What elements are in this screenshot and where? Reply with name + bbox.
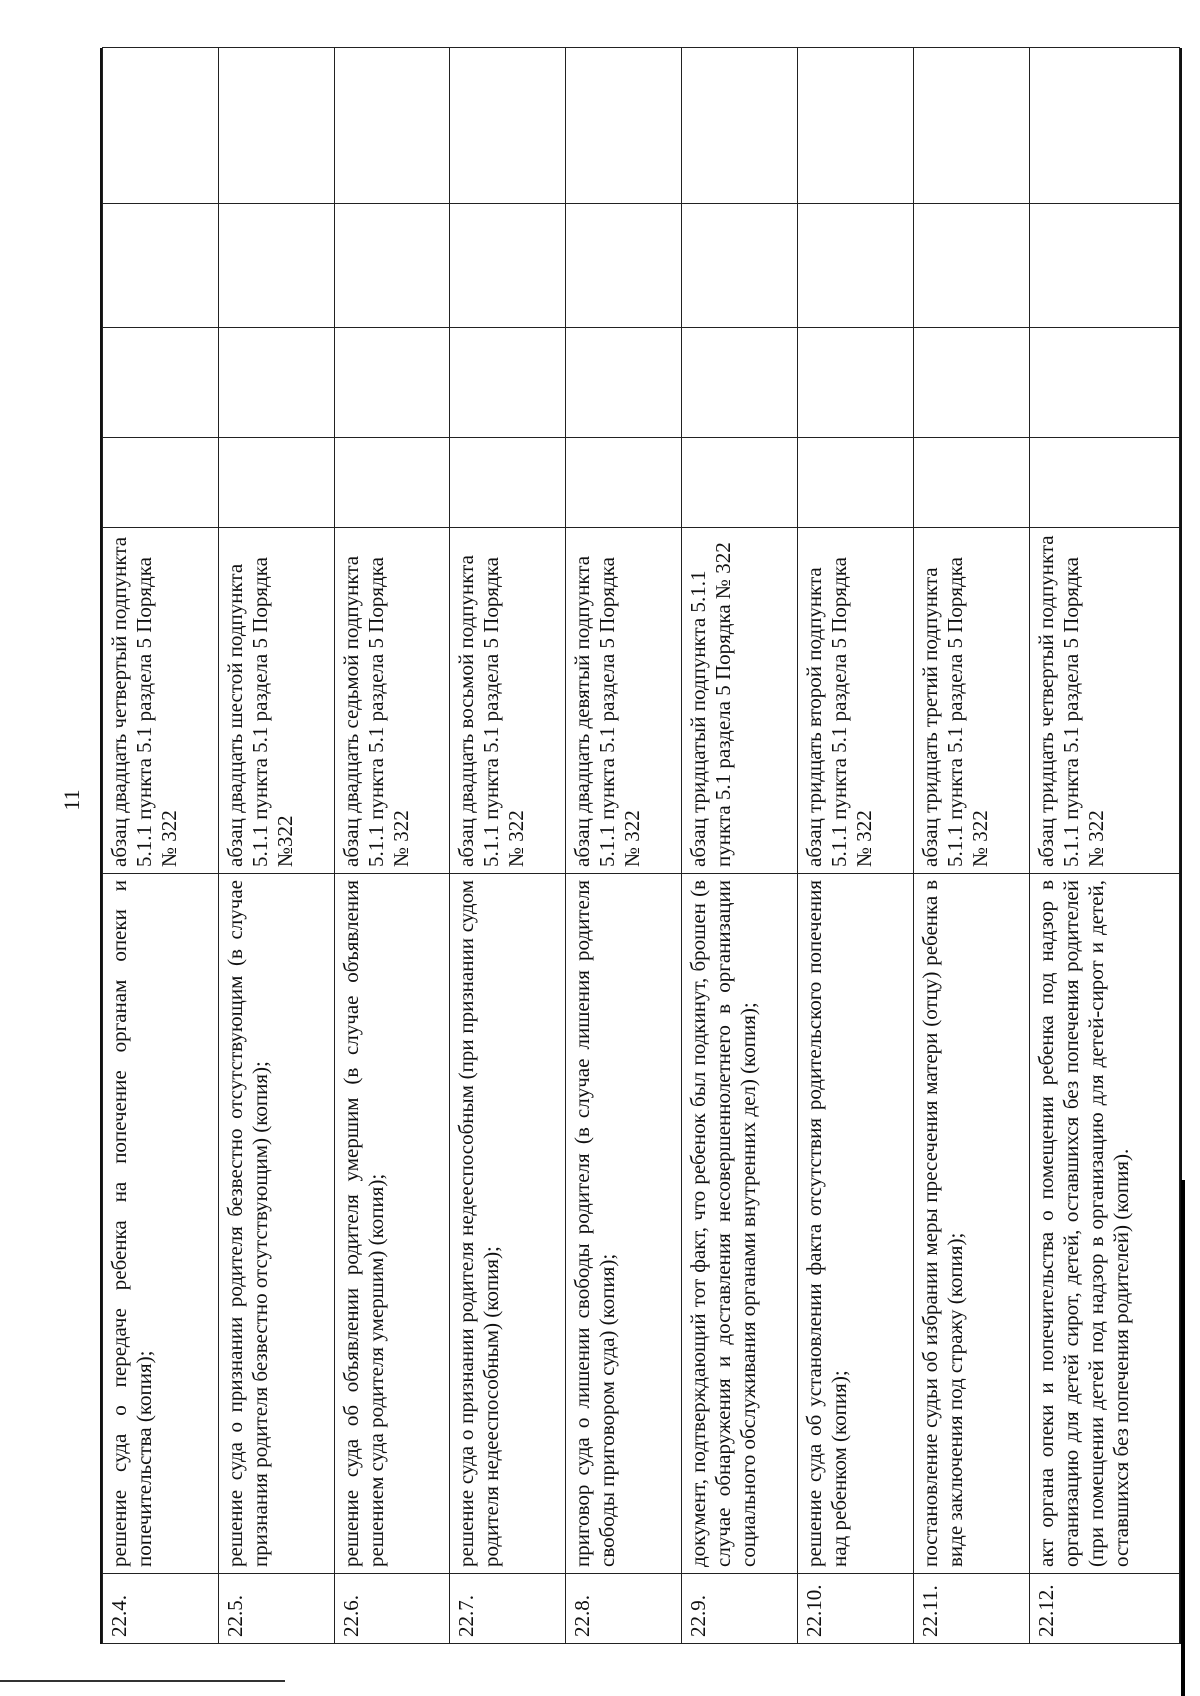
empty-cell <box>566 438 682 528</box>
empty-cell <box>1029 328 1179 438</box>
table-row <box>450 48 566 1644</box>
regulation-reference: абзац двадцать седьмой подпункта 5.1.1 пункта 5.1 раздела 5 Порядка № 322 <box>334 528 450 874</box>
document-description: постановление судьи об избрании меры пресечения матери (отцу) ребенка в виде заключения под стражу (копия); <box>913 874 1029 1574</box>
regulation-reference: абзац тридцать третий подпункта 5.1.1 пункта 5.1 раздела 5 Порядка № 322 <box>913 528 1029 874</box>
rotated-table-sheet <box>100 48 1182 1644</box>
regulation-reference: абзац тридцать четвертый подпункта 5.1.1 пункта 5.1 раздела 5 Порядка № 322 <box>1029 528 1179 874</box>
empty-cell <box>913 204 1029 328</box>
table-rotation-wrapper <box>102 48 1180 1644</box>
table-row <box>1029 48 1179 1644</box>
row-number: 22.12. <box>1029 1574 1179 1644</box>
table-row <box>334 48 450 1644</box>
regulation-reference: абзац тридцать второй подпункта 5.1.1 пункта 5.1 раздела 5 Порядка № 322 <box>797 528 913 874</box>
empty-cell <box>334 328 450 438</box>
page-number: 11 <box>59 789 84 811</box>
empty-cell <box>1029 204 1179 328</box>
document-description: решение суда об объявлении родителя умершим (в случае объявления решением суда родителя умершим) (копия); <box>334 874 450 1574</box>
document-description: акт органа опеки и попечительства о помещении ребенка под надзор в организацию для детей сирот, детей, оставшихся без попечения родителей (при помещении детей под надзор в организацию для детей-сирот и детей, оставшихся без попечения родителей) (копия). <box>1029 874 1179 1574</box>
empty-cell <box>1029 438 1179 528</box>
row-number: 22.11. <box>913 1574 1029 1644</box>
table-row <box>566 48 682 1644</box>
empty-cell <box>218 48 334 204</box>
empty-cell <box>103 48 219 204</box>
table-row <box>682 48 798 1644</box>
empty-cell <box>334 438 450 528</box>
table-row <box>218 48 334 1644</box>
empty-cell <box>103 328 219 438</box>
empty-cell <box>797 48 913 204</box>
empty-cell <box>913 438 1029 528</box>
empty-cell <box>682 328 798 438</box>
row-number: 22.6. <box>334 1574 450 1644</box>
document-description: решение суда о передаче ребенка на попечение органам опеки и попечительства (копия); <box>103 874 219 1574</box>
row-number: 22.10. <box>797 1574 913 1644</box>
empty-cell <box>797 438 913 528</box>
empty-cell <box>566 328 682 438</box>
table-row <box>797 48 913 1644</box>
empty-cell <box>682 48 798 204</box>
table-row <box>103 48 219 1644</box>
empty-cell <box>450 48 566 204</box>
document-description: решение суда о признании родителя безвестно отсутствующим (в случае признания родителя безвестно отсутствующим) (копия); <box>218 874 334 1574</box>
document-description: решение суда о признании родителя недееспособным (при признании судом родителя недееспособным) (копия); <box>450 874 566 1574</box>
empty-cell <box>218 204 334 328</box>
empty-cell <box>913 328 1029 438</box>
regulation-reference: абзац двадцать шестой подпункта 5.1.1 пункта 5.1 раздела 5 Порядка №322 <box>218 528 334 874</box>
document-description: решение суда об установлении факта отсутствия родительского попечения над ребенком (копия); <box>797 874 913 1574</box>
row-number: 22.7. <box>450 1574 566 1644</box>
regulation-reference: абзац двадцать четвертый подпункта 5.1.1 пункта 5.1 раздела 5 Порядка № 322 <box>103 528 219 874</box>
regulation-reference: абзац двадцать восьмой подпункта 5.1.1 пункта 5.1 раздела 5 Порядка № 322 <box>450 528 566 874</box>
row-number: 22.8. <box>566 1574 682 1644</box>
empty-cell <box>103 204 219 328</box>
regulation-reference: абзац тридцатый подпункта 5.1.1 пункта 5.1 раздела 5 Порядка № 322 <box>682 528 798 874</box>
empty-cell <box>218 438 334 528</box>
empty-cell <box>103 438 219 528</box>
empty-cell <box>450 328 566 438</box>
row-number: 22.5. <box>218 1574 334 1644</box>
empty-cell <box>797 328 913 438</box>
empty-cell <box>566 204 682 328</box>
row-number: 22.4. <box>103 1574 219 1644</box>
empty-cell <box>334 204 450 328</box>
empty-cell <box>913 48 1029 204</box>
right-margin-rule <box>1181 1180 1185 1696</box>
document-description: документ, подтверждающий тот факт, что ребенок был подкинут, брошен (в случае обнаружения и доставления несовершеннолетнего в организации социального обслуживания органами внутренних дел) (копия); <box>682 874 798 1574</box>
empty-cell <box>218 328 334 438</box>
empty-cell <box>682 438 798 528</box>
bottom-margin-rule <box>0 1680 285 1682</box>
empty-cell <box>566 48 682 204</box>
empty-cell <box>682 204 798 328</box>
empty-cell <box>1029 48 1179 204</box>
empty-cell <box>797 204 913 328</box>
documents-table <box>102 47 1180 1644</box>
row-number: 22.9. <box>682 1574 798 1644</box>
empty-cell <box>450 438 566 528</box>
empty-cell <box>450 204 566 328</box>
regulation-reference: абзац двадцать девятый подпункта 5.1.1 пункта 5.1 раздела 5 Порядка № 322 <box>566 528 682 874</box>
table-row <box>913 48 1029 1644</box>
document-description: приговор суда о лишении свободы родителя (в случае лишения родителя свободы приговором суда) (копия); <box>566 874 682 1574</box>
empty-cell <box>334 48 450 204</box>
